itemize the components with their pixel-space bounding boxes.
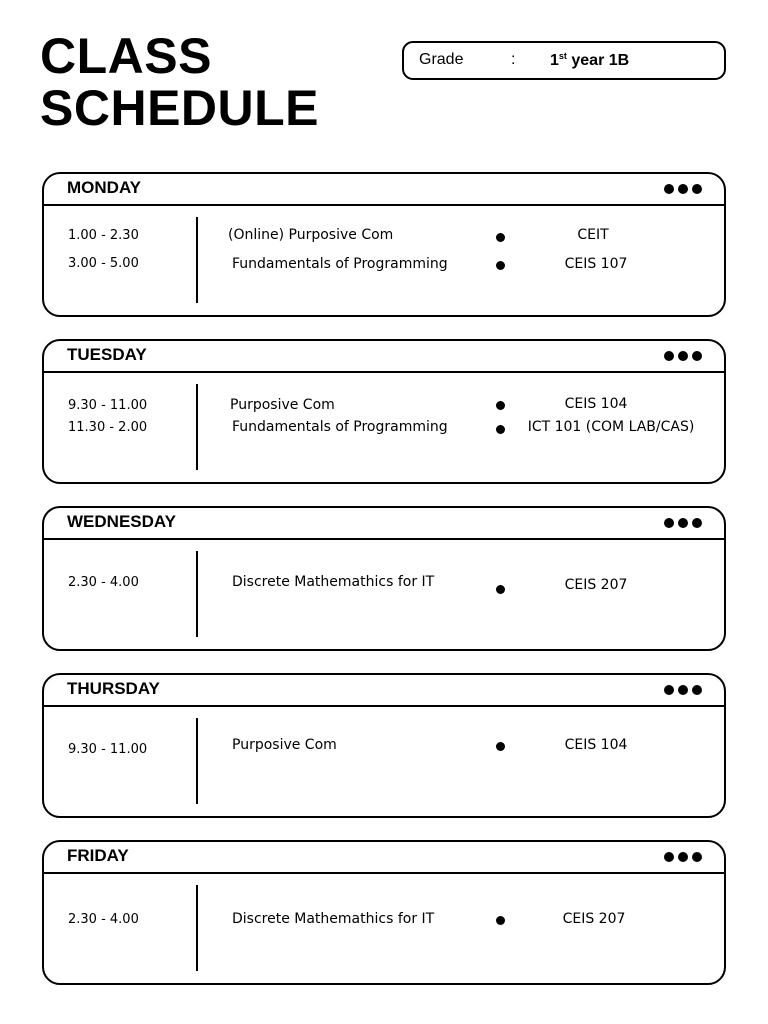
class-room: ICT 101 (COM LAB/CAS) (527, 419, 695, 435)
day-header (44, 341, 724, 373)
class-room: CEIS 104 (564, 396, 628, 412)
class-subject: Discrete Mathemathics for IT (232, 574, 435, 590)
class-time: 3.00 - 5.00 (68, 256, 139, 271)
class-time: 9.30 - 11.00 (68, 398, 148, 413)
day-name: THURSDAY (67, 679, 160, 698)
class-time: 9.30 - 11.00 (68, 742, 148, 757)
grade-value-number: 1 (550, 52, 559, 69)
class-subject: Fundamentals of Programming (232, 256, 448, 272)
more-dots-icon (664, 518, 702, 528)
title-line-2: SCHEDULE (40, 80, 320, 136)
day-header (44, 508, 724, 540)
grade-value (550, 51, 629, 70)
column-divider (196, 885, 198, 971)
class-room: CEIS 107 (564, 256, 628, 272)
day-card-friday (42, 840, 726, 985)
class-subject: (Online) Purposive Com (228, 227, 394, 243)
class-room: CEIS 207 (562, 911, 626, 927)
class-time: 1.00 - 2.30 (68, 228, 139, 243)
more-dots-icon (664, 184, 702, 194)
class-time: 11.30 - 2.00 (68, 420, 148, 435)
class-time: 2.30 - 4.00 (68, 912, 139, 927)
grade-label: Grade (419, 51, 464, 68)
bullet-icon (496, 916, 505, 925)
page-title (40, 30, 319, 134)
more-dots-icon (664, 685, 702, 695)
day-name: FRIDAY (67, 846, 129, 865)
bullet-icon (496, 742, 505, 751)
class-time: 2.30 - 4.00 (68, 575, 139, 590)
class-subject: Fundamentals of Programming (232, 419, 448, 435)
grade-value-suffix: st (558, 51, 567, 61)
day-card-thursday (42, 673, 726, 818)
day-card-wednesday (42, 506, 726, 651)
more-dots-icon (664, 351, 702, 361)
class-room: CEIS 207 (564, 577, 628, 593)
bullet-icon (496, 401, 505, 410)
class-subject: Discrete Mathemathics for IT (232, 911, 435, 927)
day-name: TUESDAY (67, 345, 147, 364)
column-divider (196, 551, 198, 637)
column-divider (196, 718, 198, 804)
day-header (44, 174, 724, 206)
column-divider (196, 217, 198, 303)
class-room: CEIT (577, 227, 609, 243)
day-card-tuesday (42, 339, 726, 484)
day-name: WEDNESDAY (67, 512, 176, 531)
grade-value-rest: year 1B (566, 52, 630, 69)
bullet-icon (496, 261, 505, 270)
day-card-monday (42, 172, 726, 317)
class-room: CEIS 104 (564, 737, 628, 753)
grade-field (402, 41, 726, 80)
bullet-icon (496, 425, 505, 434)
day-header (44, 675, 724, 707)
grade-separator: : (511, 51, 516, 68)
more-dots-icon (664, 852, 702, 862)
day-name: MONDAY (67, 178, 141, 197)
title-line-1: CLASS (40, 28, 212, 84)
bullet-icon (496, 233, 505, 242)
day-header (44, 842, 724, 874)
class-subject: Purposive Com (232, 737, 337, 753)
bullet-icon (496, 585, 505, 594)
class-subject: Purposive Com (230, 397, 335, 413)
column-divider (196, 384, 198, 470)
